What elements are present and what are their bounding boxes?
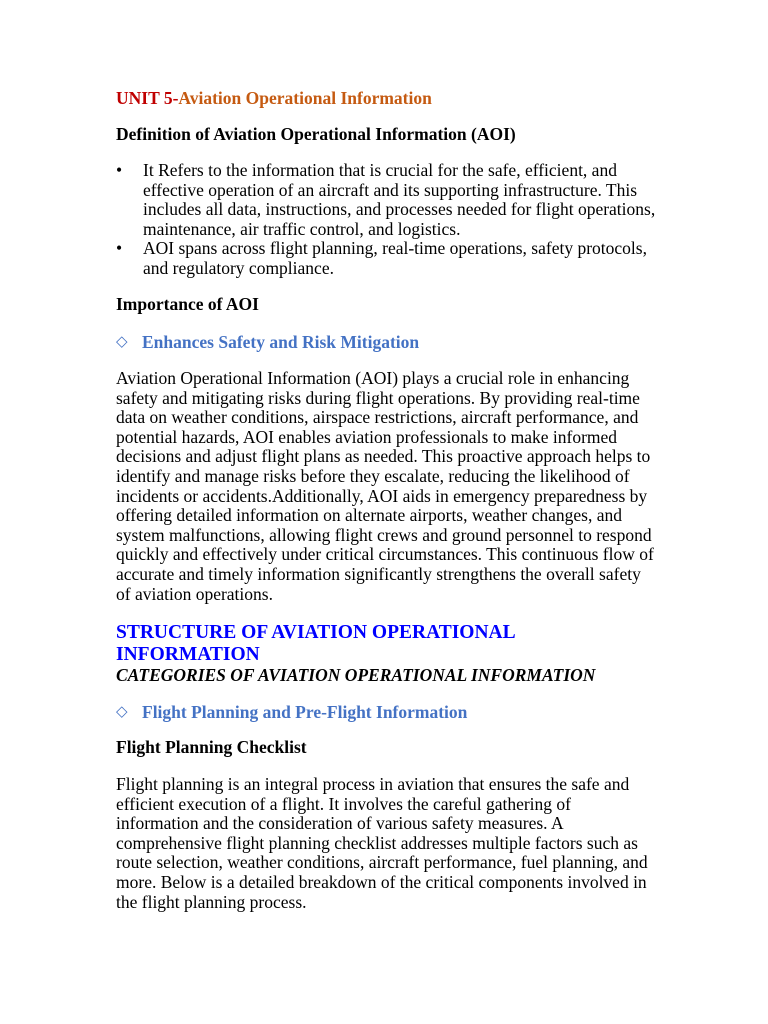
safety-subheading [116,332,656,354]
checklist-heading: Flight Planning Checklist [116,737,307,757]
flight-planning-subheading-text: Flight Planning and Pre-Flight Information [142,702,468,722]
categories-heading: CATEGORIES OF AVIATION OPERATIONAL INFORMATION [116,665,596,685]
bullet-text: It Refers to the information that is crucial for the safe, efficient, and effective operation of an aircraft and its supporting infrastructure. This includes all data, instructions, and processes needed for flight operations, maintenance, air traffic control, and logistics. [143,160,656,239]
unit-title [116,88,432,108]
flight-planning-subheading [116,702,656,724]
definition-heading: Definition of Aviation Operational Information (AOI) [116,124,516,144]
definition-bullet-2 [116,239,656,279]
safety-subheading-text: Enhances Safety and Risk Mitigation [142,332,420,352]
bullet-icon: • [116,160,123,180]
unit-number: UNIT 5- [116,88,179,108]
bullet-text: AOI spans across flight planning, real-time operations, safety protocols, and regulatory compliance. [143,238,647,278]
safety-paragraph: Aviation Operational Information (AOI) plays a crucial role in enhancing safety and mitigating risks during flight operations. By providing real-time data on weather conditions, airspace restrictions, aircraft performance, and potential hazards, AOI enables aviation professionals to make informed decisions and adjust flight plans as needed. This proactive approach helps to identify and manage risks before they escalate, reducing the likelihood of incidents or accidents.Additionally, AOI aids in emergency preparedness by offering detailed information on alternate airports, weather changes, and system malfunctions, allowing flight crews and ground personnel to respond quickly and effectively under critical circumstances. This continuous flow of accurate and timely information significantly strengthens the overall safety of aviation operations. [116,368,654,604]
importance-heading: Importance of AOI [116,294,259,314]
diamond-bullet-icon: ◇ [116,704,128,720]
bullet-icon: • [116,238,123,258]
unit-name: Aviation Operational Information [178,88,432,108]
diamond-bullet-icon: ◇ [116,334,128,350]
checklist-paragraph: Flight planning is an integral process in aviation that ensures the safe and efficient execution of a flight. It involves the careful gathering of information and the consideration of various safety measures. A comprehensive flight planning checklist addresses multiple factors such as route selection, weather conditions, aircraft performance, fuel planning, and more. Below is a detailed breakdown of the critical components involved in the flight planning process. [116,774,648,912]
definition-bullet-1 [116,161,656,241]
structure-heading: STRUCTURE OF AVIATION OPERATIONAL INFORMATION [116,622,515,665]
